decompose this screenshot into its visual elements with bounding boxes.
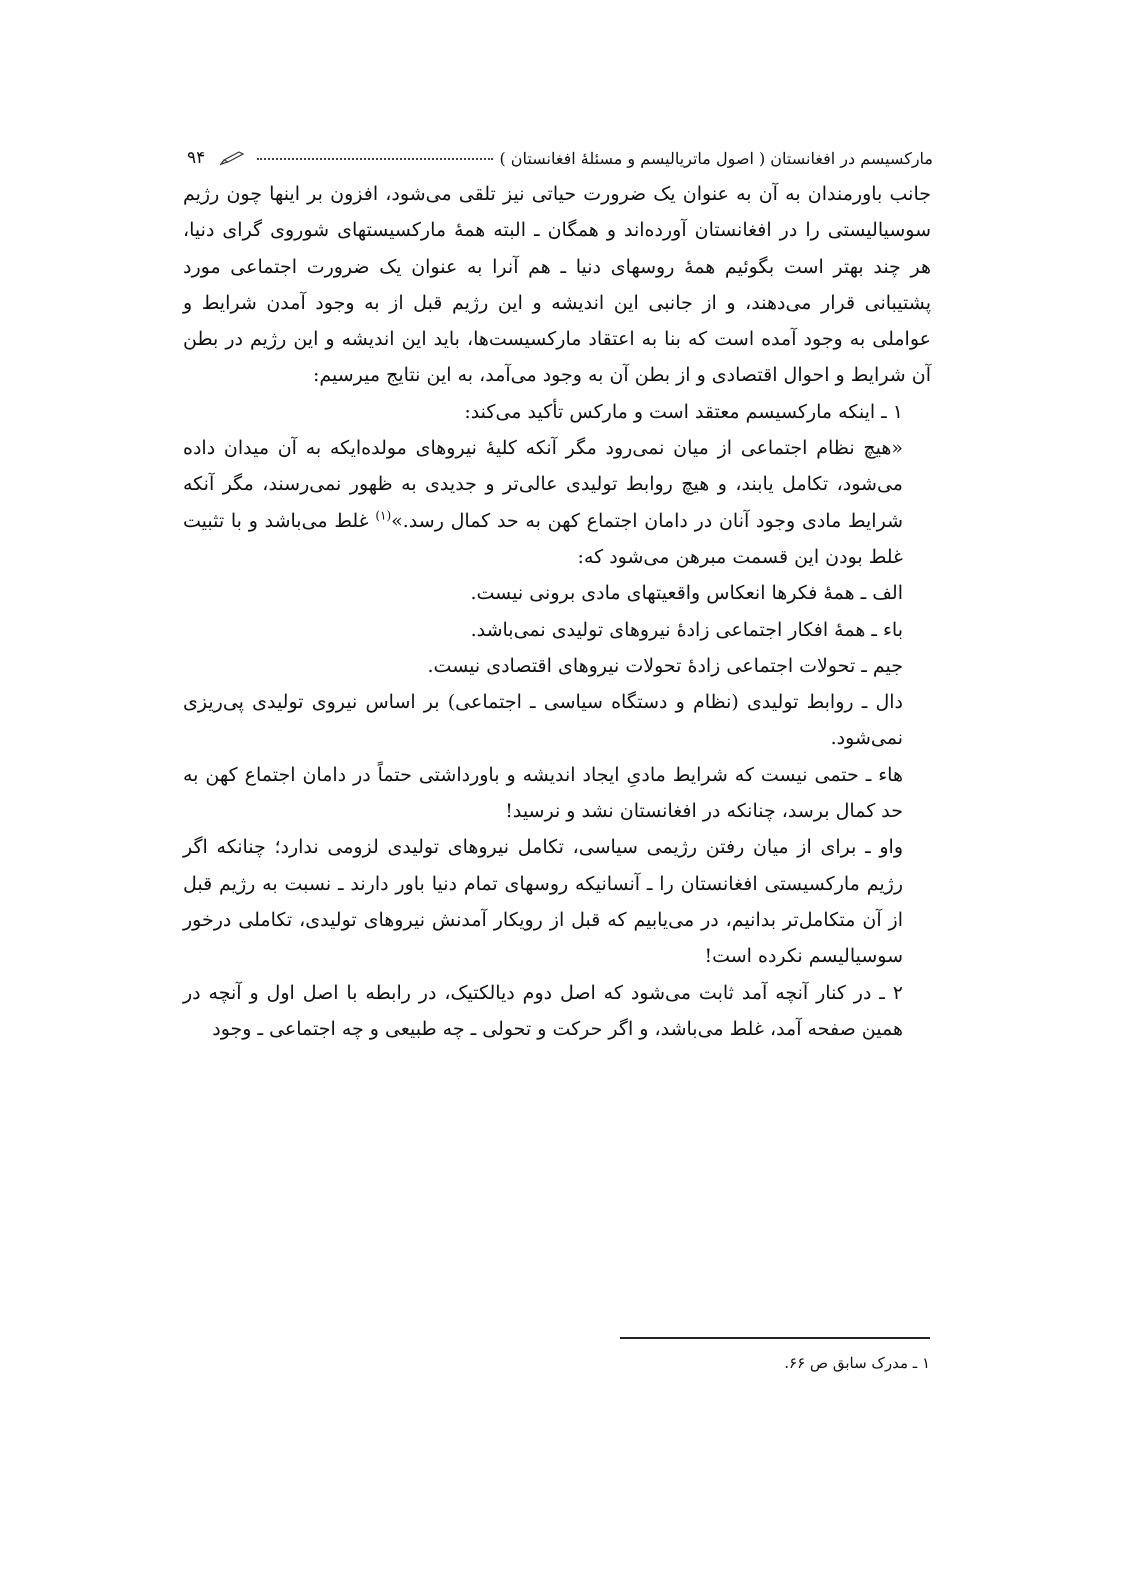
- quote-tail: غلط می‌باشد و با تثبیت غلط بودن این قسمت مبرهن می‌شود که:: [183, 509, 903, 568]
- list-item-waw: واو ـ برای از میان رفتن رژیمی سیاسی، تکامل نیروهای تولیدی لزومی ندارد؛ چنانکه اگر رژیم مارکسیستی افغانستان را ـ آنسانیکه روسهای تمام دنیا باور دارند ـ نسبت به رژیم قبل از آن متکامل‌تر بدانیم، در می‌یابیم که قبل از رویکار آمدنش نیروهای تولیدی، تکاملی درخور سوسیالیسم نکرده است!: [183, 836, 903, 968]
- page-number: ۹۴: [187, 148, 206, 168]
- list-item-dal: دال ـ روابط تولیدی (نظام و دستگاه سیاسی ـ اجتماعی) بر اساس نیروی تولیدی پی‌ریزی نمی‌شود.: [183, 691, 903, 750]
- list-item-jim: جیم ـ تحولات اجتماعی زادهٔ تحولات نیروهای اقتصادی نیست.: [427, 654, 903, 677]
- list-item-ba: باء ـ همهٔ افکار اجتماعی زادهٔ نیروهای تولیدی نمی‌باشد.: [470, 618, 903, 641]
- pen-icon: [219, 150, 245, 166]
- footnote: ۱ ـ مدرک سابق ص ۶۶.: [784, 1354, 930, 1372]
- running-header: [183, 144, 933, 172]
- list-item-alef: الف ـ همهٔ فکرها انعکاس واقعیتهای مادی برونی نیست.: [470, 582, 903, 605]
- running-title: مارکسیسم در افغانستان ( اصول ماتریالیسم و مسئلهٔ افغانستان ): [499, 148, 933, 168]
- body-text: [183, 176, 931, 1047]
- footnote-reference: (۱): [375, 508, 392, 523]
- paragraph-quote: [183, 430, 931, 575]
- paragraph-point-one: ۱ ـ اینکه مارکسیسم معتقد است و مارکس تأکید می‌کند:: [464, 400, 903, 423]
- paragraph-intro: جانب باورمندان به آن به عنوان یک ضرورت حیاتی نیز تلقی می‌شود، افزون بر اینها چون رژیم سوسیالیستی را در افغانستان آورده‌اند و همگان ـ البته همهٔ مارکسیستهای شوروی گرای دنیا، هر چند بهتر است بگوئیم همهٔ روسهای دنیا ـ هم آنرا به عنوان یک ضرورت اجتماعی مورد پشتیبانی قرار می‌دهند، و از جانبی این اندیشه و این رژیم قبل از به وجود آمدن شرایط و عواملی به وجود آمده است که بنا به اعتقاد مارکسیست‌ها، باید این اندیشه و این رژیم در بطن آن شرایط و احوال اقتصادی و از بطن آن به وجود می‌آمد، به این نتایج میرسیم:: [183, 183, 931, 387]
- leader-dots: [257, 150, 493, 160]
- list-item-ha: هاء ـ حتمی نیست که شرایط مادیِ ایجاد اندیشه و باورداشتی حتماً در دامان اجتماع کهن به حد کمال برسد، چنانکه در افغانستان نشد و نرسید!: [183, 763, 903, 823]
- quote-text: «هیچ نظام اجتماعی از میان نمی‌رود مگر آنکه کلیهٔ نیروهای مولده‌ایکه به آن میدان داده می‌شود، تکامل یابند، و هیچ روابط تولیدی عالی‌تر و جدیدی به ظهور نمی‌رسند، مگر آنکه شرایط مادی وجود آنان در دامان اجتماع کهن به حد کمال رسد.»: [183, 437, 903, 532]
- paragraph-point-two: ۲ ـ در کنار آنچه آمد ثابت می‌شود که اصل دوم دیالکتیک، در رابطه با اصل اول و آنچه در همین صفحه آمد، غلط می‌باشد، و اگر حرکت و تحولی ـ چه طبیعی و چه اجتماعی ـ وجود: [183, 981, 903, 1040]
- footnote-rule: [620, 1337, 930, 1339]
